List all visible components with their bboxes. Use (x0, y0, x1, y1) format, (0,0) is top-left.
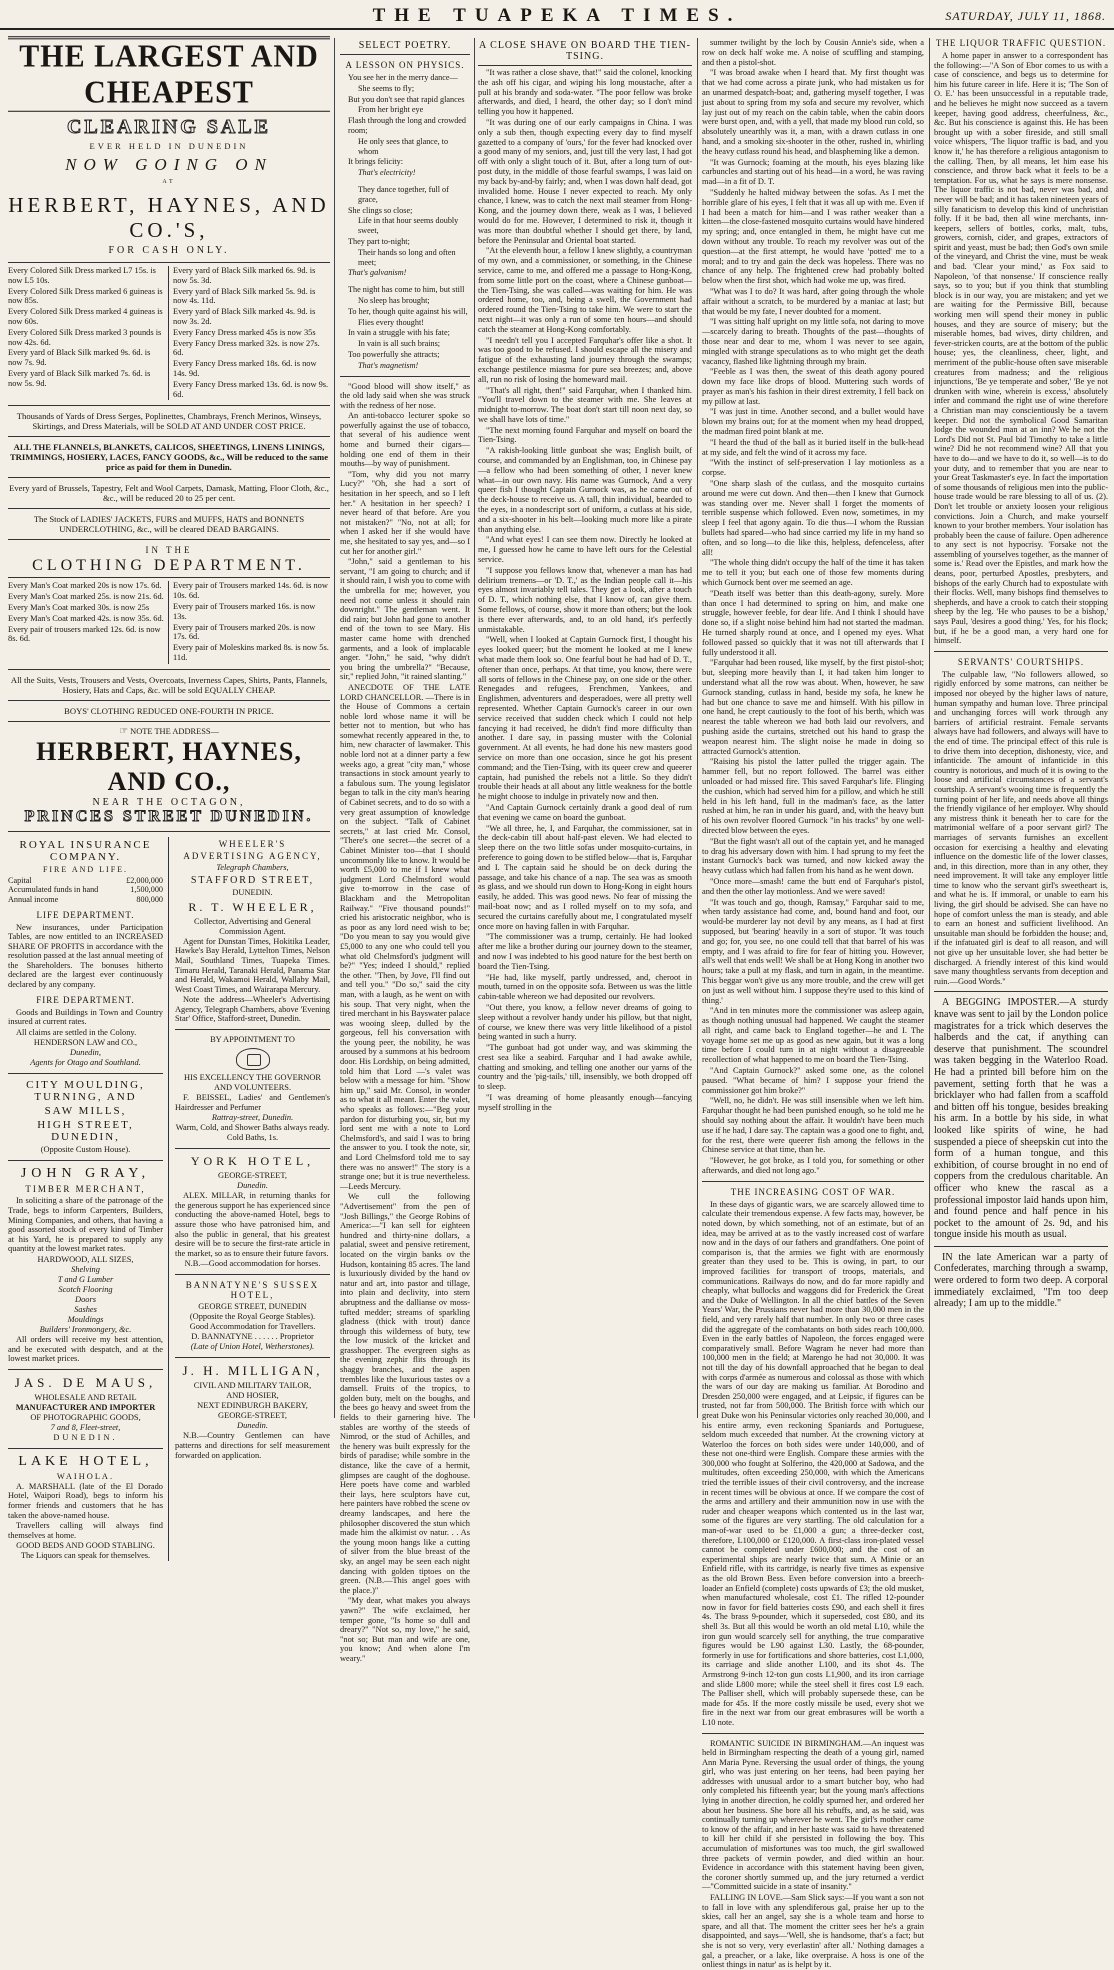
firm-name: HERBERT, HAYNES, AND CO.'S, (8, 193, 330, 242)
lake-hotel-beds: GOOD BEDS AND GOOD STABLING. (16, 1541, 155, 1551)
sale-tagline: EVER HELD IN DUNEDIN (89, 141, 249, 151)
story-paragraph: "I needn't tell you I accepted Farquhar's offer like a shot. It was too good to be refused. I should escape all the misery and fatigue of the exhausting land journey through the swamps; exchange pestilence miasma for pure sea breezes; and, above all, run no risk of losing the homeward mail. (478, 335, 692, 384)
at-label: AT (162, 179, 176, 185)
silk-price-item: Every Fancy Dress marked 18s. 6d. is now 14s. 9d. (173, 359, 317, 378)
demaus-line3: OF PHOTOGRAPHIC GOODS, (30, 1412, 141, 1422)
issue-date: SATURDAY, JULY 11, 1868. (945, 9, 1106, 23)
ladies-jackets-notice: The Stock of LADIES' JACKETS, FURS and MUFFS, HATS and BONNETS UNDERCLOTHING, &c., will be cleared DEAD BARGAINS. (33, 514, 305, 535)
story-paragraph: "With the instinct of self-preservation I lay motionless as a corpse. (702, 458, 924, 478)
servants-heading: SERVANTS' COURTSHIPS. (957, 656, 1085, 667)
war-cost-body: In these days of gigantic wars, we are scarcely allowed time to calculate their tremendous expense. A few facts may, however, be noted down, by which something, not of an estimate, but of an idea, may be arrived at as to the vastly increased cost of warfare now and in the days of our fathers and grandfathers. One point of comparison is, that the armies we fight with are enormously greater than they used to be. This is owing, in part, to our improved facilities for transport of troops, materials, and communications. Railways do now, and do far more rapidly and cheaply, what bullocks and waggons did for Frederick the Great and the Duke of Wellington. In all the chief battles of the Seven Years' War, the Prussians never had more than 30,000 men in the field, and very rarely half that number. In only two or three cases did the aggregate of the combatants on both sides reach 100,000. Even in the early battles of Napoleon, the forces engaged were comparatively small. Before Wagram he never had more than 100,000 men in the field; at Marengo he had not 30,000. It was not till the day of his downfall approached that he began to deal with corps d'armée as numerous and colossal as those with which the wars of our day are making us familiar. At Borodino and Dresden 250,000 were engaged, and at Leipsic, if figures can be trusted, not far from 500,000. The British force with which our great Duke won his Peninsular victories only reached 30,000, and his entire army, even reckoning Spaniards and Portuguese, seldom much exceeded that number. At the crowning victory at Waterloo the forces on both sides were under 140,000, and of these not one-third were English. Compare these armies with the 300,000 who fought at Solferino, the 420,000 at Sadowa, and the multitudes, often exceeding 250,000, with which the Americans tried the terrible issues of their civil controversy, and the increase in recent times will be obvious at once. If we compare the cost of the arms and artillery and their ammunition now in use with the ruder and cheaper weapons which contented us in the last war, some of the figures are very startling. The old calculation for a man-of-war used to be £1,000 a gun; a three-decker cost, therefore, L100,000 or £120,000. A first-class iron-plated vessel cannot be completed under £600,000; and the cost of an experimental ships are nearly twice that sum. A Minie or an Enfield rifle, with its cartridge, is nearly five times as expensive as the old Brown Bess. Even before conversion into a breech-loader an Enfield (complete) costs upwards of £3; the old musket, when manufactured wholesale, cost £1. The rifled 12-pounder now in favor for field batteries costs £90, and each shell it fires 4s. The brass 9-pounder, which it superseded, cost £80, and its shell 3s. But all this would be worth an old metal L10, while the iron gun would scarcely sell for anything, the true comparative figures would be L90 against L30. Lastly, the 68-pounder, formerly in use for fortifications and shore batteries, cost L1,000, its carriage and slide another L100, and its shot 4s. The Armstrong 9-inch 12-ton gun costs L1,900, and its iron carriage and slide L800 more; while the steel shell it fires cost L9 each. The Palliser shell, which will probably supersede these, can be made for 45s. If the more costly missile be used, every shot we fire in the next war from our great embrasures will be worth a L10 note. (702, 1199, 924, 1727)
silk-prices-right (173, 266, 330, 400)
newspaper-title: THE TUAPEKA TIMES. (372, 5, 742, 26)
now-going-on: NOW GOING ON (65, 155, 273, 174)
story-paragraph: "Farquhar had been roused, like myself, by the first pistol-shot; but, sleeping more heavily than I, it had taken him longer to understand what all the row was about. When, however, he saw Gurnock standing, cutlass in hand, beside my sofa, he knew he had but one chance to save me and himself. With his pillow in one hand, he crept cautiously to the foot of his berth, which was nearest the table whereon we had both laid our revolvers, and pushing aside the curtains, stretched out his hand to grasp the weapon nearest him. The slight noise he made in doing so attracted Gurnock's attention. (702, 658, 924, 756)
story-paragraph: "However, he got broke, as I told you, for something or other afterwards, and died not long ago." (702, 1156, 924, 1176)
essays-column (934, 38, 1108, 1418)
clothing-price-item: Every Man's Coat marked 30s. is now 25s (8, 602, 150, 612)
royal-capital-table (8, 876, 163, 905)
story-paragraph: "The whole thing didn't occupy the half of the time it has taken me to tell it you; but each one of those few moments during which Gurnock bent over me seemed an age. (702, 558, 924, 588)
beissel-paragraph: F. BEISSEL, Ladies' and Gentlemen's Hairdresser and Perfumer (175, 1093, 330, 1112)
poem-line: No sleep has brought; (358, 295, 430, 305)
milligan-line2: AND HOSIER, (226, 1391, 279, 1401)
milligan-name: J. H. MILLIGAN, (182, 1363, 323, 1379)
life-paragraph: New insurances, under Participation Tables, are now entitled to an INCREASED SHARE OF PROFITS in accordance with the resolution passed at the last annual meeting of the Shareholders. The bonuses hitherto declared are the largest ever continuously declared by any company. (8, 922, 163, 990)
timber-item: T and G Lumber (57, 1275, 114, 1285)
royal-arms-icon (236, 1048, 270, 1070)
column-rule (334, 38, 335, 1418)
story-paragraph: "Death itself was better than this death-agony, surely. More than once I had determined to spring on him, and make one struggle, however feeble, for dear life. And I think I should have done so, if a slight noise behind him had not started the madman. He turned sharply round at once, and I opened my eyes. What followed passed so quickly that it was not till afterwards that I fully understood it all. (702, 588, 924, 657)
lake-hotel-name: LAKE HOTEL, (18, 1453, 153, 1469)
agent-region: Agents for Otago and Southland. (30, 1058, 141, 1068)
capital-label: Capital (8, 875, 32, 885)
poem-line: They dance together, full of grace, (358, 184, 449, 204)
column-rule (697, 38, 698, 1418)
york-street: GEORGE-STREET, (218, 1171, 287, 1181)
story-paragraph: "Feeble as I was then, the sweat of this death agony poured down my face like drops of blood. Muttering such words of prayer as man's his fashion in their direst extremity, I fell back on my pillow at last. (702, 367, 924, 406)
dress-materials-notice: Thousands of Yards of Dress Serges, Poplinettes, Chambrays, French Merinos, Winseys, Skirtings, and Dress Materials, will be SOLD AT AND UNDER COST PRICE. (16, 411, 322, 432)
story-paragraph: "That's all right, then!" said Farquhar, when I thanked him. "You'll travel down to the steamer with me. She leaves at midnight to-morrow. The boat don't start till noon next day, so we shall have lots of time." (478, 385, 692, 424)
sale-headline: THE LARGEST AND CHEAPEST (8, 36, 330, 112)
clothing-price-item: Every pair of Trousers marked 14s. 6d. is now 10s. 6d. (173, 581, 328, 601)
milligan-paragraph: N.B.—Country Gentlemen can have patterns and directions for self measurement forwarded on application. (175, 1431, 330, 1460)
romantic-suicide-body: ROMANTIC SUICIDE IN BIRMINGHAM.—An inquest was held in Birmingham respecting the death of a young girl, named Ann Maria Pyne. Reversing the usual order of things, the young girl, who was just entering on her teens, had been paying her addresses with unusual ardor to a smart butcher boy, who had only completed his fifteenth year; but the young man's affections lying in another direction, he coldly spurned her, and ordered her about her business. She bore all his rebuffs, and, as he said, was continually turning up wherever he went. The girl's mother came to know of the affair, and in her haste was said to have threatened to kill her child if she persisted in following the boy. This accumulation of misfortunes was too much, the girl swallowed three packets of vermin powder, and died within an hour. Evidence in accordance with this statement having been given, the coroner shortly summed up, and the jury returned a verdict—"Committed suicide in a state of insanity." (702, 1738, 924, 1892)
story-paragraph: "I was broad awake when I heard that. My first thought was that we had come across a pirate junk, who had mistaken us for an unarmed despatch-boat; and, gathering myself together, I was just about to spring from my sofa and secure my revolver, which lay just out of my reach on the cabin table, when the cabin doors were burst open, and, with a yell, that made my blood run cold, so absolutely unearthly was it, a man, with a drawn cutlass in one hand, and a smoking six-shooter in the other, rushed in, whirling the heavy cutlass round his head, and blaspheming like a demon. (702, 68, 924, 156)
life-department: LIFE DEPARTMENT. (36, 909, 135, 920)
city-mills-title: CITY MOULDING, TURNING, AND (26, 1079, 145, 1104)
capital-value: 1,500,000 (130, 885, 163, 895)
small-ads-left (8, 837, 169, 1562)
poem-line: The night has come to him, but still (348, 285, 465, 295)
lake-hotel-liquors: The Liquors can speak for themselves. (20, 1551, 151, 1561)
poem-line: Life in that hour seems doubly sweet, (358, 216, 459, 236)
milligan-line4: GEORGE-STREET, (218, 1411, 287, 1421)
silk-prices-left (8, 266, 169, 400)
pointing-hand-icon: ☞ (119, 725, 129, 737)
silk-price-item: Every yard of Black Silk marked 7s. 6d. is now 5s. 9d. (8, 368, 151, 388)
story-paragraph: "At the eleventh hour, a fellow I knew slightly, a countryman of my own, and a commissioner, or something, in the Chinese service, came to me, and offered me a passage to Hong-Kong, from some little port on the coast, where a Chinese gunboat—the Tien-Tsing, she was called—was waiting for him. He was ordered home, too, and, being a swell, the Government had ordered round the Tien-Tsing to take him. We were to start the next night—it was only a run of some ten hours—and should catch the steamer at Hong-Kong comfortably. (478, 246, 692, 334)
beissel-baths: Warm, Cold, and Shower Baths always ready. Cold Baths, 1s. (175, 1123, 330, 1143)
story-paragraph: "One sharp slash of the cutlass, and the mosquito curtains around me were cut down. And then—then I knew that Gurnock was standing over me. Never shall I forget the moments of terrible suspense which followed. Even now, sometimes, in my sleep I feel that agony again. To die thus—I whom the Russian bullets had spared—who had since carried my life in my hand so often, and so long—to die like this, helpless, defenceless, after all! (702, 479, 924, 557)
silk-price-item: Every Fancy Dress marked 32s. is now 27s. 6d. (173, 338, 320, 358)
milligan-line1: CIVIL AND MILITARY TAILOR, (193, 1381, 312, 1391)
wheeler-title: WHEELER'S (218, 838, 287, 849)
liquor-traffic-body: A home paper in answer to a correspondent has the following:—"A Son of Ebor comes to us with a case of conscience, and begs us to determine for him his future career in life. Here it is; 'The Son of O. E.' has been unsuccessful in a reputable trade, and he believes he might now succeed as a tavern keeper, having good address, cheerfulness, &c., &c. But his conscience is against this. He has been brought up with a sober fireside, and still small voice whispers, 'The liquor traffic is bad, and you know it,' he has therefore a religious antagonism to the calling. Then, by all means, let him ease his conscience, and throw back what it feels to be a temptation. For us, what he says is mere nonsense. The liquor traffic is not bad, never was bad, and never will be bad; and it has taken nineteen years of silly fanaticism to develop this kind of unchristian folly. If it be bad, then all wine merchants, inn-keepers, sellers of bottles, corks, malt, tubs, growers, cornish, cider, and grapes, extractors of spirit and yeast, must be bad; then God's own smile of the vineyard, and Christ the vine, must be weak and bad. 'Clear your mind,' as Fox said to Napoleon, 'of that nonsense.' If conscience really says, so to you; but if you think that stumbling block is in our way, you are mistaken; and yet we are waiting for the Permissive Bill, because working men will spend their money in public houses, and they are source of misery; but the miserable homes, bad wives, dirty children, and fever-stricken courts, are at the bottom of the public house; yes, the cleanliness, cheer, light, and merriment of the public-house often save miserable creatures from madness; and the religious injunctions, 'Be ye temperate and sober,' 'Be ye not drunken with wine, wherein is excess,' absolutely infer and command the right use of wine therefore a Christian man may conscientiously be a tavern keeper. Did not the symbolical Good Samaritan lodge the wounded man at an inn? We he not the Lord's Did not St. Paul bid Timothy to take a little wine? Did he not recommend wine? All that you have to do—and we have to do it, so well—is to do your duty, and to remember that you are near to your Great Taskmaster's eye. In fact the importation of some thousands of religious men into the public-house trade would be rare blessing to all of us. (2). Don't let trouble or anxiety loosen your religious convictions. Join a Church, and make yourself known to your brother members. Your isolation has probably been the cause of failure. Open adherence to any sect is not hypocrisy. 'Forsake not the assembling of yourselves together, as the manner of some is.' Read over the Epistles, and mark how the deans, poor, perturbed Apostles, presbyters, and bishops of the early Church had to expostulate with their flocks. Well, many bishops find themselves to shepherds, and have a crook to catch their stopping sheep by the leg. 'He who pauses to be a bishop,' says Paul, 'desires a good thing.' Yes, for his flock; but, if he be a good man, a very hard one for himself. (934, 51, 1109, 646)
small-ads-right (175, 837, 330, 1562)
story-paragraph: "I suppose you fellows know that, whenever a man has had delirium tremens—or 'D. T.,' as the Indian people call it—his eyes almost invariably tell tales. They get a look, after a touch of D. T., which nothing else, that I know of, can give them. Some fellows, of course, show it more than others; but the look is there ever afterwards, and, to an old hand, it's perfectly unmistakable. (478, 565, 692, 634)
story-paragraph: summer twilight by the loch by Cousin Annie's side, when a row on deck half woke me. A noise of scuffling and stamping, and then a pistol-shot. (702, 38, 924, 67)
gray-hardwood: HARDWOOD, ALL SIZES, (37, 1255, 134, 1265)
york-horses: N.B.—Good accommodation for horses. (184, 1259, 321, 1269)
american-war-anecdote: IN the late American war a party of Confederates, marching through a swamp, were ordered to form two deep. A corporal immediately exclaimed, "I'm too deep already; I am up to the middle." (934, 1251, 1108, 1310)
masthead (0, 0, 1114, 30)
timber-item: Doors (75, 1295, 96, 1305)
clothing-price-item: Every pair of trousers marked 12s. 6d. is now 8s. 6d. (8, 624, 161, 644)
wheeler-role: Collector, Advertising and General Commission Agent. (194, 916, 311, 936)
story-paragraph: "A rakish-looking little gunboat she was; English built, of course, and commanded by an Englishman, too, in Chinese pay—a fellow who had been something of other, I never knew what—in our own navy. His name was Gurnock, And a very queer fish I thought Captain Gurnock was, as he came out of the deck-house to receive us. A tall, thin individual, bearded to the eyes, in a nondescript sort of uniform, a cutlass at his side, and a six-shooter in his belt—looking much more like a pirate than anything else. (478, 446, 692, 534)
silk-price-item: Every Colored Silk Dress marked 3 pounds is now 42s. 6d. (8, 327, 162, 347)
capital-label: Accumulated funds in hand (8, 885, 99, 895)
timber-item: Shelving (71, 1265, 100, 1275)
fire-department: FIRE DEPARTMENT. (36, 994, 135, 1005)
beissel-address: Rattray-street, Dunedin. (211, 1113, 294, 1123)
poem-line: In vain a struggle with his fate; (348, 328, 450, 338)
anecdote-josh-billings: We cull the following "Advertisement" from the pen of "Josh Billings," the George Robins of America:—"I kan sell for eighteen hundred and thirty-nine dollars, a palatial, sweet and pensive retirement, located on the virgin banks ov the Hudson, kontaining 85 acres. The land is luxuriously divided by the hand ov natur and art, into pastor and tillage, into plain and declivity, into stern abruptness and the dallianse ov moss-tufted medder; streams of sparkling gladness (thick with trout) dance through this wilderness of buty, tew the low musick of the kricket and grasshopper. The evergreen sighs as the evening zephir flits through its shaggy branches, and the aspen trembles like the luxurious tastes ov a damsell. Fruits of the tropics, to golden buty, melt on the boughs, and the bees go heavy and sweet from the fields to their garnering hive. The stables are worthy of the steeds of Nimrod, or the stud of Achilles, and the henery was built expressly for the birds of paradise; while sombre in the distance, like the cave of a hermit, glimpses are caught of the doghouse. Here poets have come and warbled their lays, here sculptors have cut, here painters have robbed the scene ov dreamy landscapes, and here the philosopher discovered the stun which made him the alkimist ov natur. . . As the young moon hangs like a cutting of silver from the blue breast of the sky, an angel may be seen each night dancing with golden tiptoes on the green. (N.B.—This angel goes with the place.)" (340, 1192, 470, 1595)
wheeler-address-note: Note the address—Wheeler's Advertising Agency, Telegraph Chambers, above 'Evening Star' Office, Stafford-street, Dunedin. (175, 995, 330, 1024)
story-body-part1 (478, 68, 692, 1113)
poem-line: That's galvanism! (348, 268, 407, 278)
war-cost-heading: THE INCREASING COST OF WAR. (730, 1186, 896, 1197)
anecdote-umbrella: "John," said a gentleman to his servant, "I am going to church; and if it should rain, I wish you to come with the umbrella for me; however, you need not come unless it should rain downright." The gentleman went. It did rain; but John had gone to another end of the town to see Mary. His master came home with drenched garments, and a look of implacable anger. "John," he said, "why didn't you bring the umbrella?" "Because, sir," replied John, "it rained slanting." (340, 557, 470, 682)
story-paragraph: "Suddenly he halted midway between the sofas. As I met the horrible glare of his eyes, I felt that it was all up with me. Even if I had been a match for him—and I was rather weaker than a kitten—the close-fastened mosquito curtains would have hindered my spring; and, once entangled in them, he might have cut me down without any trouble. To reach my revolver was out of the question—at the first attempt, he would have 'potted' me to a moral; and to try and gain the deck was hopeless. There was no chance of any help. The frightened crew had probably bolted below when the first shot, which had woke me up, was fired. (702, 187, 924, 286)
poem-line: That's magnetism! (358, 360, 419, 370)
poem-line: He only sees that glance, to whom (358, 136, 449, 156)
gray-role: TIMBER MERCHANT, (25, 1184, 146, 1195)
poem-line: In vain is all such brains; (358, 339, 441, 349)
by-appointment: BY APPOINTMENT TO (210, 1035, 295, 1045)
story-paragraph: "The commissioner was a trump, certainly. He had looked after me like a brother during our journey down to the steamer, and now I was indebted to his good nature for the best berth on board the Tien-Tsing. (478, 932, 692, 971)
silk-price-item: Every Fancy Dress marked 13s. 6d. is now 9s. 6d. (173, 379, 329, 399)
city-mills-street: HIGH STREET, DUNEDIN, (37, 1119, 134, 1144)
anecdote-anti-tobacco: An anti-tobacco lecturer spoke so powerfully against the use of tobacco, that several of his audience went home and burned their cigars—holding one end of them in their mouths—by way of punishment. (340, 411, 470, 469)
poem-line: It brings felicity: (348, 157, 404, 167)
clothing-price-item: Every Man's Coat marked 20s is now 17s. 6d. (8, 581, 162, 591)
royal-insurance-title: ROYAL INSURANCE COMPANY. (19, 838, 152, 863)
milligan-line3: NEXT EDINBURGH BAKERY, (197, 1401, 308, 1411)
agent-name: HENDERSON LAW and CO., (33, 1038, 138, 1048)
york-city: Dunedin. (237, 1181, 268, 1191)
milligan-line5: Dunedin. (237, 1421, 268, 1431)
clothing-price-item: Every Man's Coat marked 42s. is now 35s. 6d. (8, 613, 164, 623)
story-paragraph: "I was dreaming of home pleasantly enough—fancying myself strolling in the (478, 1093, 692, 1112)
poem-body (340, 73, 470, 371)
story-paragraph: "Once more—smash! came the butt end of Farquhar's pistol, and then the other lay motionless. And we were saved! (702, 876, 924, 896)
clothing-price-item: Every pair of Trousers marked 20s. is now 17s. 6d. (173, 622, 316, 642)
timber-item: Scotch Flooring (58, 1285, 113, 1295)
story-paragraph: "What was I to do? It was hard, after going through the whole affair without a scratch, to be murdered by a maniac at last; but that would be my fate, I never doubted for a moment. (702, 286, 924, 316)
sale-subheadline: CLEARING SALE (66, 116, 272, 138)
silk-price-item: Every yard of Black Silk marked 5s. 9d. is now 4s. 11d. (173, 286, 316, 306)
poem-line: But you don't see that rapid glances (348, 94, 465, 104)
poem-line (348, 179, 470, 184)
story-paragraph: "He had, like myself, partly undressed, and, cheroot in mouth, turned in on the opposite sofa. Between us was the little cabin-table whereon we had deposited our revolvers. (478, 972, 692, 1002)
fire-paragraph: Goods and Buildings in Town and Country insured at current rates. (8, 1007, 163, 1027)
story-paragraph: "But the fight wasn't all out of the captain yet, and he managed to drag his adversary down with him. I had sprung to my feet the instant Gurnock's back was turned, and now kicked away the heavy cutlass which had fallen from his hand as he went down. (702, 836, 924, 876)
poem-line: Flies every thought! (358, 317, 424, 327)
boys-clothing-notice: BOYS' CLOTHING REDUCED ONE-FOURTH IN PRICE. (64, 705, 274, 716)
anecdote-good-blood: "Good blood will show itself," as the old lady said when she was struck with the redness of her nose. (340, 381, 470, 410)
falling-in-love-body: FALLING IN LOVE.—Sam Slick says:—If you want a son not to fall in love with any splendiferous gal, praise her up to the skies, call her an angel, say she is a whole team and horse to spare, and all that. The moment the critter sees her he's a grain disappointed, and says—'Well, she is handsome, that's a fact; but she is not so very, very everlastin' after all.' Nothing damages a gal, a preacher, or a lake, like overpraise. A hoss is one of the onliest things in natur' as is helpt by it. (702, 1893, 924, 1970)
york-paragraph: ALEX. MILLAR, in returning thanks for the generous support he has experienced since conducting the above-named Hotel, begs to assure those who have patronised him, and also the public in general, that his greatest desire will be to secure the first-rate article in the market, so as to ensure their future favors. (175, 1191, 330, 1258)
capital-row (8, 876, 163, 886)
capital-row (8, 895, 163, 905)
poem-line: Flash through the long and crowded room; (348, 116, 467, 135)
poem-line: They part to-night; (348, 236, 410, 246)
poem-line: Their hands so long and often meet; (358, 247, 456, 267)
demaus-line1: WHOLESALE AND RETAIL (34, 1392, 137, 1402)
bannatyne-accommodation: Good Accommodation for Travellers. (189, 1322, 316, 1332)
story-paragraph: "The gunboat had got under way, and was skimming the crest sea like a seabird. Farquhar and I had awake awhile, chatting and smoking, and telling one another our yarns of the country and the 'pig-tails,' till, insensibly, we both dropped off to sleep. (478, 1043, 692, 1092)
silk-price-item: Every Fancy Dress marked 45s is now 35s (173, 327, 316, 337)
gray-paragraph: In soliciting a share of the patronage of the Trade, begs to inform Carpenters, Builders, Mining Companies, and others, that having a good assorted stock of every kind of Timber at his Yard, he is prepared to supply any quantity at the lowest market rates. (8, 1196, 163, 1254)
bannatyne-proprietor: D. BANNATYNE . . . . . . Proprietor (191, 1332, 314, 1342)
york-hotel-name: YORK HOTEL, (190, 1154, 315, 1169)
poem-line (358, 279, 470, 284)
firm-name-large: HERBERT, HAYNES, AND CO., (36, 736, 302, 796)
clothing-department-heading: CLOTHING DEPARTMENT. (32, 557, 306, 575)
poem-line: That's electricity! (358, 168, 416, 178)
clothing-prices-left (8, 581, 169, 663)
silk-price-item: Every Colored Silk Dress marked 6 guineas is now 85s. (8, 286, 163, 306)
story-column (478, 38, 692, 1418)
timber-item: Builders' Ironmongery, &c. (39, 1325, 132, 1335)
in-the-label: IN THE (145, 545, 193, 556)
clothing-price-item: Every pair of Trousers marked 16s. is now 13s. (173, 601, 316, 621)
advertisements-column (8, 38, 330, 1561)
column-rule (474, 38, 475, 1418)
story-paragraph: "It was rather a close shave, that!" said the colonel, knocking the ash off his cigar, and wiping his long moustache, after a pull at his brandy and soda-water. "The poor fellow was broke afterwards, and died, I heard, the other day; so I don't mind telling you how it happened. (478, 68, 692, 117)
poem-line: From her bright eye (358, 105, 424, 115)
wheeler-street: STAFFORD STREET, (190, 874, 315, 886)
demaus-line2: MANUFACTURER AND IMPORTER (15, 1402, 156, 1412)
anecdote-yawn: "My dear, what makes you always yawn?" The wife exclaimed, her temper gone, "Is home so dull and dreary?" "Not so, my love," he said, "not so; But man and wife are one, you know; And when alone I'm weary." (340, 1596, 470, 1663)
bannatyne-late: (Late of Union Hotel, Wetherstones). (190, 1342, 315, 1352)
timber-item: Mouldings (67, 1315, 104, 1325)
poem-line: She seems to fly; (358, 83, 415, 93)
timber-item: Sashes (74, 1305, 97, 1315)
carpets-notice: Every yard of Brussels, Tapestry, Felt and Wool Carpets, Damask, Matting, Floor Cloth, &c., &c., will be reduced 20 to 25 per cent. (9, 483, 329, 504)
clothing-price-item: Every Man's Coat marked 25s. is now 21s. 6d. (8, 592, 164, 602)
poetry-column (340, 38, 470, 1663)
story-paragraph: "Out there, you know, a fellow never dreams of going to sleep without a revolver handy under his pillow, but that night, of course, we knew there was very little likelihood of a pistol being wanted in such a hurry. (478, 1002, 692, 1042)
wheeler-paragraph: Agent for Dunstan Times, Hokitika Leader, Hawke's Bay Herald, Lyttelton Times, Nelson Mail, Southland Times, Tuapeka Times. Timaru Herald, Taranaki Herald, Panama Star and Herald, Wakamoi Herald, Wallaby Mail, West Coast Times, and Wairarapa Mercury. (175, 936, 330, 994)
cash-only: FOR CASH ONLY. (108, 245, 230, 256)
poem-line: Too powerfully she attracts; (348, 349, 440, 359)
poem-line: You see her in the merry dance— (348, 73, 458, 82)
gray-items (8, 1265, 163, 1335)
flannels-notice: ALL THE FLANNELS, BLANKETS, CALICOS, SHEETINGS, LINENS LININGS, TRIMMINGS, HOSIERY, LACES, FANCY GOODS, &c., Will be reduced to the same price as paid for them in Dunedin. (9, 442, 329, 473)
wheeler-name: R. T. WHEELER, (188, 899, 317, 914)
demaus-name: JAS. DE MAUS, (14, 1374, 157, 1390)
clothing-prices (8, 577, 330, 663)
demaus-line5: DUNEDIN. (53, 1432, 118, 1442)
story-paragraph: "It was touch and go, though, Ramsay," Farquhar said to me, when tardy assistance had come, and, bound hand and foot, our would-be murderer lay not devil by any means, as I had at first supposed, but 'bearing' heavily in a sort of stupor. 'It was touch and go; for, you see, no one could tell that that barrel of his was empty, and I was afraid to fire for fear of hitting you. However, all's well that ends well! We shall be at Hong Kong in another two hours; take a pull at my flask, and turn in again, in the meantime. This beggar won't give us any more trouble, and the crew will get on just as well without him. I suppose they're used to this kind of thing.' (702, 897, 924, 1005)
claims-paragraph: All claims are settled in the Colony. (16, 1027, 137, 1037)
silk-price-item: Every Colored Silk Dress marked 4 guineas is now 60s. (8, 307, 163, 326)
story-paragraph: "Well, no, he didn't. He was still insensible when we left him. Farquhar thought he had been punished enough, so he told me he should say nothing about the affair. It wouldn't have been much use if he had, I dare say. The captain was a good one to fight, and, for the rest, there were queerer fish among the fellows in the Chinese service at that time, than he. (702, 1096, 924, 1155)
story-paragraph: "I was sitting half upright on my little sofa, not daring to move—scarcely daring to breath. Thoughts of the past—thoughts of those near and dear to me, whom I was never to see again, mingled with strange speculations as to who might get the death vacancy, flashed like lightning through my brain. (702, 317, 924, 366)
story-paragraph: "I heard the thud of the ball as it buried itself in the bulk-head at my side, and felt the wind of it across my face. (702, 437, 924, 457)
poem-title: A LESSON ON PHYSICS. (345, 60, 465, 70)
anecdote-tom-lucy: "Tom, why did you not marry Lucy?" "Oh, she had a sort of hesitation in her speech, and so I left her." A hesitation in her speech? I never heard of that before. Are you not mistaken?" "No, not at all; for when I asked her if she would have me, she hesitated to say yes, and—so I cut her for another girl." (340, 469, 470, 556)
column-rule (929, 38, 930, 1418)
suits-notice: All the Suits, Vests, Trousers and Vests, Overcoats, Inverness Capes, Shirts, Pants, Flannels, Hosiery, Hats and Caps, &c. will be sold EQUALLY CHEAP. (10, 674, 328, 695)
begging-imposter-body: A BEGGING IMPOSTER.—A sturdy knave was sent to jail by the London police magistrates for a trick which deserves the halberds and the cat, if anything can deserve that punishment. The scoundrel was taken begging in the Waterloo Road. He had a printed bill before him on the pavement, setting forth that he was a bricklayer who had fallen from a scaffold and bitten off his tongue, besides breaking his arm. In a bottle by his side, in what looked like spirits of wine, he had suspended a piece of sheepskin cut into the form of a human tongue, and this exhibition, of course brought in no end of coppers from the credulous charitable. An officer who knew the rascal as a professional impostor laid hands upon him, and found pence and half pence in his pocket to the amount of 2s. 9d, and his tongue inside his mouth as usual. (934, 997, 1108, 1241)
story-paragraph: "The next morning found Farquhar and myself on board the Tien-Tsing. (478, 425, 692, 445)
story-body-part2 (702, 38, 924, 1176)
clothing-price-item: Every pair of Moleskins marked 8s. is now 5s. 11d. (173, 643, 329, 662)
wheeler-agency: ADVERTISING AGENCY, (183, 850, 322, 861)
silk-price-item: Every yard of Black Silk marked 9s. 6d. is now 7s. 9d. (8, 348, 151, 368)
gray-name: JOHN GRAY, (20, 1166, 151, 1182)
agent-city: Dunedin, (70, 1048, 101, 1058)
story-paragraph: "Raising his pistol the latter pulled the trigger again. The hammer fell, but no report followed. The barrel was either unloaded or had missed fire. This saved Farquhar's life. Flinging the cushion, which had served him for a pillow, and which he still held in his left hand, full in the madman's face, as the latter rushed at him, he ran in under his guard, and, with the heavy butt of his own revolver floored Gurnock "in his tracks" by one well-directed blow between the eyes. (702, 757, 924, 835)
silk-price-item: Every yard of Black Silk marked 6s. 9d. is now 5s. 3d. (173, 266, 316, 285)
note-address: ☞ NOTE THE ADDRESS— (119, 725, 219, 737)
lake-hotel-paragraph: A. MARSHALL (late of the El Dorado Hotel, Waipori Road), begs to inform his former friends and customers that he has taken the above-named house. (8, 1481, 163, 1520)
story-heading: A CLOSE SHAVE ON BOARD THE TIEN-TSING. (478, 40, 691, 62)
bannatyne-street: GEORGE STREET, DUNEDIN (198, 1302, 307, 1312)
lake-hotel-travellers: Travellers calling will always find themselves at home. (8, 1521, 163, 1540)
royal-insurance-sub: FIRE AND LIFE. (42, 864, 129, 874)
small-ads-grid (8, 837, 330, 1562)
story-paragraph: "It was during one of our early campaigns in China. I was only a sub then, though expecting every day to find myself gazetted to a company of 'ours,' for the fever had knocked over a good many of my seniors, and, just till the very last, I had got off with only a slight touch of it. But, after a long turn of out-post duty, in the middle of those fearful swamps, I was laid on my back by-and-by fairly; and, when I was down half dead, got invalided home. House I never expected to reach. My only chance, I knew, was to catch the next mail steamer from Hong-Kong, and the journey down there, weak as I was, I believed would do for me. However, I determined to risk it, though it was more than doubtful whether I should get there, by land, before the Peninsular and Oriental boat started. (478, 117, 692, 245)
city-mills-location: (Opposite Custom House). (40, 1145, 131, 1155)
poem-line: To her, though quite against his will, (348, 306, 468, 316)
silk-price-item: Every Colored Silk Dress marked L7 15s. is now L5 10s. (8, 266, 156, 285)
story-paragraph: "We all three, he, I, and Farquhar, the commissioner, sat in the deck-cabin till about half-past eleven. We had elected to sleep there on the two little sofas under mosquito-curtains, in preference to going down to be stifled below—that is, Farquhar and I. The captain said he should be on deck during the passage, and take his chance of a nap. The sea was as smooth as glass, and we should run down to Hong-Kong in eight hours easily, he added. This was good news. No fear of missing the mail-boat now; and as I rolled myself on to my sofa, and secured the curtains carefully about me, I congratulated myself once more on having fallen in with Farquhar. (478, 823, 692, 931)
capital-value: 800,000 (136, 894, 163, 904)
gray-orders: All orders will receive my best attention, and be executed with despatch, and at the lowest market prices. (8, 1335, 163, 1364)
capital-row (8, 885, 163, 895)
firm-street: PRINCES STREET DUNEDIN. (24, 807, 314, 825)
story-paragraph: "It was Gurnock; foaming at the mouth, his eyes blazing like carbuncles and starting out of his head—in a word, he was raving mad—in a fit of D. T. (702, 157, 924, 187)
servants-body: The culpable law, "No followers allowed, so rigidly enforced by some matrons, can neither be imposed nor obeyed by the higher laws of nature, human sympathy and human love. Three principal and unchanging forces will work through any barriers of artificial restraint. Female servants always have had followers, and always will have to the end of time. The principal effect of this rule is to drive them into deception, dishonesty, vice, and infanticide. The amount of infanticide in this country is notorious, and much of it is owing to the loose and artificial circumstances of a servant's courtship. A servant's wooing time is frequently the turning point of her life, and needs above all things the friendly vigilance of her employer. Why should any mistress think it beneath her to care for the matrimonial welfare of a poor servant girl? The marriages of servants furnishes an excellent occasion for exercising a healthy and elevating influence on the domestic life of the lower classes, and, in this direction, more than in any other, they need improvement. It will take any employer little time to know who the servant girl's sweetheart is, and what he is. If immoral, or unable to earn his living, the girl should be advised. She can have no hope of comfort unless the man is steady, and able to earn an honest and sufficient livelihood. An unsuitable man should be forbidden the house; and, if the infatuated girl is deaf to all reason, and will not give up her unsuitable lover, she had better be discharged. A friendly interest of this kind would save many thoughtless servants from deception and ruin.—Good Words." (934, 669, 1108, 986)
story-paragraph: "And what eyes! I can see them now. Directly he looked at me, I guessed how he came to have left ours for the Celestial service. (478, 535, 692, 565)
story-paragraph: "And Captain Gurnock?" asked some one, as the colonel paused. "What became of him? I suppose your friend the commissioner got him broke?" (702, 1066, 924, 1095)
select-poetry-heading: SELECT POETRY. (358, 40, 452, 51)
demaus-line4: 7 and 8, Fleet-street, (50, 1422, 121, 1432)
bannatyne-opposite: (Opposite the Royal George Stables). (189, 1312, 316, 1322)
story-paragraph: "Well, when I looked at Captain Gurnock first, I thought his eyes looked queer; but the moment he looked at me I knew what made them look so. One fearful bout he had had of D. T., oftener than once, perhaps. At that time, you know, there were all sorts of fellows in the Chinese pay, on one side or the other. Renegades and refugees, Frenchmen, Yankees, and Englishmen, adventurers and desperadoes, were all pretty well represented. Whether Captain Gurnock's career in our own service received that sudden check which I could not help fancying it had received, he didn't find more difficulty than another. I dare say, in passing muster with the Colonial government. At all events, he had done his new masters good service on more than one occasion, since he got his present command; and the Tien-Tsing, with its queer crew and queerer captain, had punished the rebels not a little. So they didn't trouble their heads at all about any little weakness for the bottle he might choose to indulge in privately now and then. (478, 635, 692, 802)
city-mills-sub: SAW MILLS, (44, 1105, 127, 1118)
wheeler-chambers: Telegraph Chambers, (216, 862, 289, 872)
bannatyne-title: BANNATYNE'S SUSSEX HOTEL, (185, 1280, 320, 1301)
firm-location: NEAR THE OCTAGON, (92, 796, 246, 808)
wheeler-city: DUNEDIN. (232, 887, 273, 897)
poem-line: She clings so close; (348, 205, 413, 215)
silk-prices (8, 262, 330, 400)
story-paragraph: "And Captain Gurnock certainly drank a good deal of rum that evening we came on board the gunboat. (478, 802, 692, 822)
governor-line: HIS EXCELLENCY THE GOVERNOR AND VOLUNTEERS. (183, 1073, 322, 1093)
capital-label: Annual income (8, 894, 59, 904)
story-paragraph: "And in ten minutes more the commissioner was asleep again, as though nothing unusual had happened. We caught the steamer all right, and came back to England together—he and I. The voyage home set me up as good as new again, but it was a long time before I could turn in at night without a disagreeable recollection of what happened to me on board the Tien-Tsing. (702, 1006, 924, 1065)
liquor-traffic-heading: THE LIQUOR TRAFFIC QUESTION. (935, 38, 1107, 48)
story-continued-column (702, 38, 924, 1970)
clothing-prices-right (173, 581, 330, 663)
lake-hotel-place: WAIHOLA. (56, 1471, 115, 1481)
silk-price-item: Every yard of Black Silk marked 4s. 9d. is now 3s. 2d. (173, 307, 316, 326)
capital-value: £2,000,000 (126, 875, 163, 885)
anecdote-lord-chancellor: ANECDOTE OF THE LATE LORD CHANCELLOR. —There is in the House of Commons a certain noble lord whose name it will be better not to mention, but who has somewhat recently appeared in the, to him, new character of lawmaker. This noble lord not at a dinner party a few weeks ago, a great "city man," whose transactions in stock amount yearly to a fabulous sum. The young legislator began to talk in the city man's hearing of Cabinet secrets, and to do so with a very great assumption of knowledge on the subject. "Talk of Cabinet secrets," at last cried Mr. Consol, "There's one secret—the secret of a Cabinet Minister too—that I should uncommonly like to know. It would be worth £5,000 to me if I knew what judgment Lord Chelmsford would give to-morrow in the case of Blackham and the Metropolitan Railway." "Five thousand pounds!" cried his aristocratic neighbor, who is as poor as any lord need wish to be; "Do you mean to say you would give £5,000 to any one who could tell you what old Chelmsford's judgment will be?" "Yes; indeed I should," replied the other. "Then, by Jove, I'll find out and tell you." "Do so," said the city man, with a laugh, as he went on with his soup. That very night, when the tired merchant in his Bayswater palace was wooing sleep, dulled by the gorgeous, fell his conversation with the young peer, the nobility, he was aroused by a summons at his bedroom door. His Lordship, on being admitted, told him that Lord —'s valet was below with a message for him. "Show him up," said Mr. Consol, in wonder as to what it all meant. Enter the valet, who speaks as follows:—"Beg your pardon for disturbing you, sir, but my lord sent me with a note to Lord Chelmsford's, and said I was to bring the answer to you. I took the note, sir, and Lord Chelmsford told me to say there was no answer!" The story is a strange one; but it is true nevertheless.—Leeds Mercury. (340, 682, 470, 1191)
story-paragraph: "I was just in time. Another second, and a bullet would have blown my brains out; for at the moment when my head dropped, the madman fired point blank at me. (702, 407, 924, 437)
